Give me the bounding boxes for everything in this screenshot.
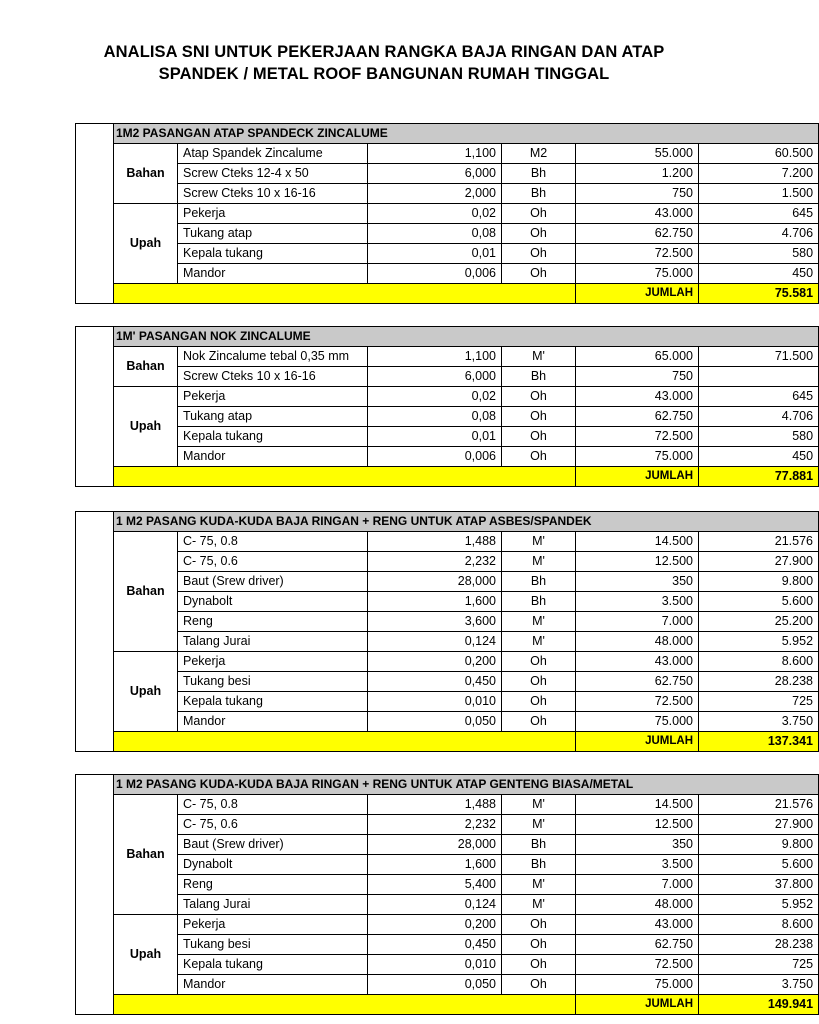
line-total: 21.576	[699, 532, 819, 552]
item-name: Dynabolt	[178, 855, 368, 875]
coefficient: 1,488	[368, 795, 502, 815]
line-total: 580	[699, 427, 819, 447]
unit-price: 75.000	[576, 264, 699, 284]
unit: Oh	[502, 935, 576, 955]
unit: M'	[502, 532, 576, 552]
table-row	[76, 815, 819, 835]
item-name: C- 75, 0.8	[178, 532, 368, 552]
table-row	[76, 244, 819, 264]
unit-price: 72.500	[576, 244, 699, 264]
item-name: C- 75, 0.6	[178, 815, 368, 835]
section-header-row	[76, 124, 819, 144]
unit: Bh	[502, 835, 576, 855]
unit-price: 43.000	[576, 652, 699, 672]
unit: M2	[502, 144, 576, 164]
unit-price: 12.500	[576, 815, 699, 835]
item-name: Screw Cteks 10 x 16-16	[178, 184, 368, 204]
coefficient: 0,050	[368, 712, 502, 732]
total-value: 137.341	[699, 732, 819, 752]
unit-price: 3.500	[576, 592, 699, 612]
total-label: JUMLAH	[576, 467, 699, 487]
coefficient: 0,124	[368, 632, 502, 652]
item-name: Talang Jurai	[178, 632, 368, 652]
group-label: Upah	[114, 915, 178, 995]
unit: Oh	[502, 264, 576, 284]
table-row	[76, 347, 819, 367]
line-total: 725	[699, 955, 819, 975]
unit: Oh	[502, 712, 576, 732]
group-label: Upah	[114, 204, 178, 284]
document-title-line-2: SPANDEK / METAL ROOF BANGUNAN RUMAH TINGGAL	[158, 65, 610, 83]
table-row	[76, 367, 819, 387]
unit-price: 72.500	[576, 955, 699, 975]
table-row	[76, 264, 819, 284]
table-row	[76, 632, 819, 652]
total-row	[76, 995, 819, 1015]
line-total: 450	[699, 264, 819, 284]
line-total: 580	[699, 244, 819, 264]
unit: Oh	[502, 652, 576, 672]
coefficient: 0,450	[368, 672, 502, 692]
line-total: 25.200	[699, 612, 819, 632]
coefficient: 0,124	[368, 895, 502, 915]
item-name: Kepala tukang	[178, 244, 368, 264]
coefficient: 28,000	[368, 835, 502, 855]
table-row	[76, 164, 819, 184]
item-name: Reng	[178, 875, 368, 895]
section-header: 1M2 PASANGAN ATAP SPANDECK ZINCALUME	[114, 124, 819, 144]
unit: M'	[502, 632, 576, 652]
item-name: Mandor	[178, 712, 368, 732]
unit: Oh	[502, 387, 576, 407]
table-row	[76, 407, 819, 427]
unit-price: 72.500	[576, 692, 699, 712]
group-label: Bahan	[114, 144, 178, 204]
line-total: 27.900	[699, 552, 819, 572]
coefficient: 0,01	[368, 427, 502, 447]
item-name: C- 75, 0.8	[178, 795, 368, 815]
line-total: 21.576	[699, 795, 819, 815]
unit-price: 62.750	[576, 672, 699, 692]
total-row	[76, 732, 819, 752]
unit: Bh	[502, 184, 576, 204]
unit-price: 14.500	[576, 532, 699, 552]
item-name: Tukang atap	[178, 407, 368, 427]
table-row	[76, 572, 819, 592]
line-total: 28.238	[699, 672, 819, 692]
table-row	[76, 184, 819, 204]
item-name: Mandor	[178, 975, 368, 995]
total-row	[76, 284, 819, 304]
unit-price: 43.000	[576, 915, 699, 935]
item-name: Atap Spandek Zincalume	[178, 144, 368, 164]
table-row	[76, 915, 819, 935]
row-margin-cell	[76, 124, 114, 304]
table-row	[76, 447, 819, 467]
unit: Oh	[502, 244, 576, 264]
line-total: 4.706	[699, 407, 819, 427]
section-kuda-kuda-asbes-spandek	[75, 511, 814, 752]
total-label: JUMLAH	[576, 284, 699, 304]
item-name: Screw Cteks 10 x 16-16	[178, 367, 368, 387]
group-label: Bahan	[114, 795, 178, 915]
item-name: Pekerja	[178, 204, 368, 224]
item-name: Reng	[178, 612, 368, 632]
unit: Oh	[502, 224, 576, 244]
item-name: Tukang atap	[178, 224, 368, 244]
unit-price: 72.500	[576, 427, 699, 447]
unit: Oh	[502, 975, 576, 995]
table-row	[76, 427, 819, 447]
analysis-table	[75, 774, 819, 1015]
table-row	[76, 552, 819, 572]
coefficient: 0,200	[368, 915, 502, 935]
coefficient: 0,200	[368, 652, 502, 672]
row-margin-cell	[76, 327, 114, 487]
coefficient: 6,000	[368, 367, 502, 387]
table-row	[76, 712, 819, 732]
coefficient: 0,050	[368, 975, 502, 995]
unit-price: 55.000	[576, 144, 699, 164]
unit-price: 12.500	[576, 552, 699, 572]
group-label: Upah	[114, 387, 178, 467]
coefficient: 0,01	[368, 244, 502, 264]
table-row	[76, 935, 819, 955]
unit-price: 75.000	[576, 712, 699, 732]
total-value: 75.581	[699, 284, 819, 304]
table-row	[76, 875, 819, 895]
unit: Bh	[502, 164, 576, 184]
total-value: 149.941	[699, 995, 819, 1015]
coefficient: 0,010	[368, 692, 502, 712]
item-name: Talang Jurai	[178, 895, 368, 915]
total-spacer	[114, 284, 576, 304]
section-header-row	[76, 775, 819, 795]
coefficient: 0,08	[368, 407, 502, 427]
analysis-table	[75, 123, 819, 304]
table-row	[76, 592, 819, 612]
section-header: 1 M2 PASANG KUDA-KUDA BAJA RINGAN + RENG UNTUK ATAP GENTENG BIASA/METAL	[114, 775, 819, 795]
item-name: Baut (Srew driver)	[178, 835, 368, 855]
section-header-row	[76, 512, 819, 532]
unit: Oh	[502, 692, 576, 712]
table-row	[76, 855, 819, 875]
item-name: Pekerja	[178, 387, 368, 407]
row-margin-cell	[76, 775, 114, 1015]
coefficient: 0,02	[368, 204, 502, 224]
coefficient: 1,100	[368, 144, 502, 164]
unit: Oh	[502, 672, 576, 692]
analysis-table	[75, 511, 819, 752]
unit: Oh	[502, 447, 576, 467]
unit-price: 75.000	[576, 975, 699, 995]
unit: Bh	[502, 855, 576, 875]
item-name: Dynabolt	[178, 592, 368, 612]
line-total: 645	[699, 204, 819, 224]
section-header-row	[76, 327, 819, 347]
unit: M'	[502, 795, 576, 815]
unit: Bh	[502, 367, 576, 387]
coefficient: 2,000	[368, 184, 502, 204]
unit-price: 65.000	[576, 347, 699, 367]
line-total: 5.600	[699, 855, 819, 875]
coefficient: 0,006	[368, 264, 502, 284]
line-total: 9.800	[699, 835, 819, 855]
table-row	[76, 955, 819, 975]
table-row	[76, 795, 819, 815]
group-label: Upah	[114, 652, 178, 732]
item-name: Screw Cteks 12-4 x 50	[178, 164, 368, 184]
unit: M'	[502, 875, 576, 895]
unit: Oh	[502, 955, 576, 975]
unit: Oh	[502, 407, 576, 427]
coefficient: 1,600	[368, 592, 502, 612]
table-row	[76, 672, 819, 692]
document-title-line-1: ANALISA SNI UNTUK PEKERJAAN RANGKA BAJA RINGAN DAN ATAP	[103, 43, 665, 61]
section-header: 1M' PASANGAN NOK ZINCALUME	[114, 327, 819, 347]
coefficient: 0,006	[368, 447, 502, 467]
unit: M'	[502, 612, 576, 632]
line-total	[699, 367, 819, 387]
unit: Bh	[502, 592, 576, 612]
unit-price: 750	[576, 184, 699, 204]
section-header: 1 M2 PASANG KUDA-KUDA BAJA RINGAN + RENG UNTUK ATAP ASBES/SPANDEK	[114, 512, 819, 532]
unit: M'	[502, 552, 576, 572]
coefficient: 0,010	[368, 955, 502, 975]
analysis-table	[75, 326, 819, 487]
table-row	[76, 975, 819, 995]
line-total: 27.900	[699, 815, 819, 835]
table-row	[76, 224, 819, 244]
line-total: 5.600	[699, 592, 819, 612]
line-total: 5.952	[699, 632, 819, 652]
line-total: 37.800	[699, 875, 819, 895]
unit-price: 62.750	[576, 224, 699, 244]
item-name: Pekerja	[178, 652, 368, 672]
table-row	[76, 387, 819, 407]
group-label: Bahan	[114, 347, 178, 387]
item-name: Mandor	[178, 264, 368, 284]
item-name: Kepala tukang	[178, 955, 368, 975]
line-total: 5.952	[699, 895, 819, 915]
coefficient: 2,232	[368, 815, 502, 835]
total-row	[76, 467, 819, 487]
item-name: Kepala tukang	[178, 427, 368, 447]
unit-price: 14.500	[576, 795, 699, 815]
unit: Oh	[502, 204, 576, 224]
unit-price: 7.000	[576, 612, 699, 632]
item-name: Kepala tukang	[178, 692, 368, 712]
table-row	[76, 612, 819, 632]
total-value: 77.881	[699, 467, 819, 487]
table-row	[76, 895, 819, 915]
unit: M'	[502, 347, 576, 367]
unit: Oh	[502, 427, 576, 447]
line-total: 645	[699, 387, 819, 407]
coefficient: 0,02	[368, 387, 502, 407]
table-row	[76, 532, 819, 552]
line-total: 60.500	[699, 144, 819, 164]
unit-price: 1.200	[576, 164, 699, 184]
coefficient: 2,232	[368, 552, 502, 572]
coefficient: 28,000	[368, 572, 502, 592]
unit-price: 62.750	[576, 407, 699, 427]
item-name: Mandor	[178, 447, 368, 467]
unit-price: 350	[576, 835, 699, 855]
line-total: 8.600	[699, 915, 819, 935]
unit-price: 62.750	[576, 935, 699, 955]
line-total: 28.238	[699, 935, 819, 955]
unit: M'	[502, 895, 576, 915]
table-row	[76, 835, 819, 855]
table-row	[76, 204, 819, 224]
item-name: Baut (Srew driver)	[178, 572, 368, 592]
item-name: Tukang besi	[178, 935, 368, 955]
coefficient: 1,100	[368, 347, 502, 367]
unit-price: 48.000	[576, 632, 699, 652]
unit: M'	[502, 815, 576, 835]
unit-price: 7.000	[576, 875, 699, 895]
line-total: 71.500	[699, 347, 819, 367]
group-label: Bahan	[114, 532, 178, 652]
unit: Oh	[502, 915, 576, 935]
total-spacer	[114, 732, 576, 752]
coefficient: 1,600	[368, 855, 502, 875]
unit-price: 750	[576, 367, 699, 387]
table-row	[76, 652, 819, 672]
line-total: 4.706	[699, 224, 819, 244]
unit-price: 75.000	[576, 447, 699, 467]
coefficient: 3,600	[368, 612, 502, 632]
table-row	[76, 692, 819, 712]
coefficient: 1,488	[368, 532, 502, 552]
item-name: C- 75, 0.6	[178, 552, 368, 572]
unit-price: 350	[576, 572, 699, 592]
unit-price: 48.000	[576, 895, 699, 915]
line-total: 450	[699, 447, 819, 467]
total-label: JUMLAH	[576, 732, 699, 752]
total-spacer	[114, 467, 576, 487]
section-nok-zincalume	[75, 326, 814, 487]
section-kuda-kuda-genteng-metal	[75, 774, 814, 1015]
item-name: Pekerja	[178, 915, 368, 935]
line-total: 9.800	[699, 572, 819, 592]
line-total: 3.750	[699, 712, 819, 732]
total-spacer	[114, 995, 576, 1015]
line-total: 8.600	[699, 652, 819, 672]
coefficient: 6,000	[368, 164, 502, 184]
unit-price: 43.000	[576, 387, 699, 407]
line-total: 7.200	[699, 164, 819, 184]
coefficient: 5,400	[368, 875, 502, 895]
line-total: 3.750	[699, 975, 819, 995]
row-margin-cell	[76, 512, 114, 752]
table-row	[76, 144, 819, 164]
unit-price: 43.000	[576, 204, 699, 224]
line-total: 725	[699, 692, 819, 712]
item-name: Nok Zincalume tebal 0,35 mm	[178, 347, 368, 367]
section-atap-spandeck	[75, 123, 814, 304]
unit: Bh	[502, 572, 576, 592]
coefficient: 0,450	[368, 935, 502, 955]
item-name: Tukang besi	[178, 672, 368, 692]
unit-price: 3.500	[576, 855, 699, 875]
total-label: JUMLAH	[576, 995, 699, 1015]
line-total: 1.500	[699, 184, 819, 204]
coefficient: 0,08	[368, 224, 502, 244]
